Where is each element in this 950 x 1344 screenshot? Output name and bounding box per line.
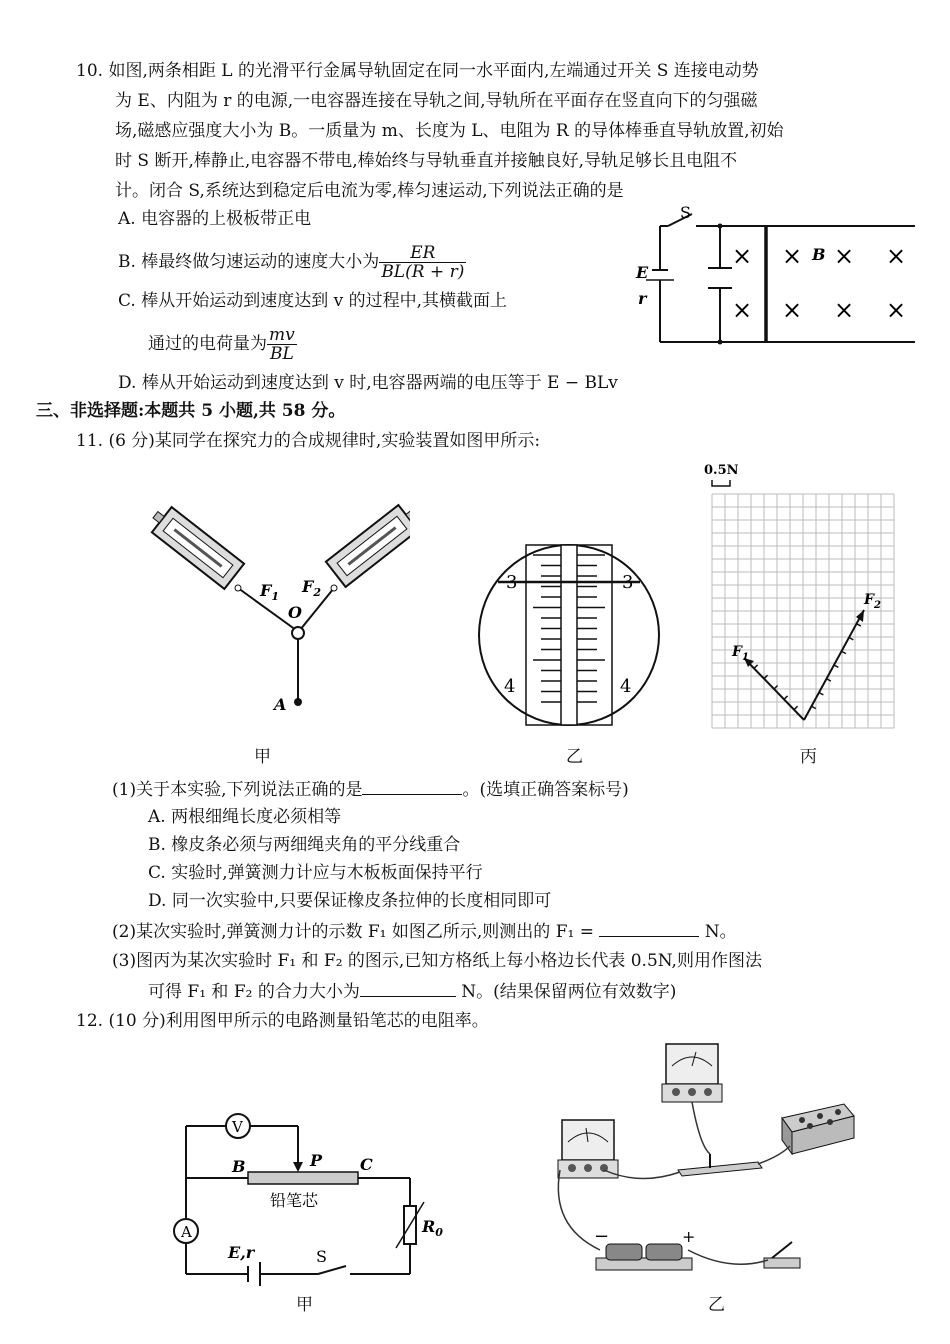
q10-option-b-fraction	[379, 244, 466, 281]
knife-switch	[764, 1242, 800, 1268]
q11-part-3-text: 可得 F₁ 和 F₂ 的合力大小为	[148, 982, 360, 1002]
q12-figure-jia-circuit	[170, 1106, 460, 1306]
q11-part-2-text: (2)某次实验时,弹簧测力计的示数 F₁ 如图乙所示,则测出的 F₁ =	[112, 922, 594, 942]
vector-tick	[794, 706, 798, 709]
voltmeter-device	[662, 1044, 722, 1102]
answer-blank-3[interactable]	[360, 978, 456, 997]
battery-minus-label: −	[594, 1226, 610, 1247]
answer-blank-1[interactable]	[362, 776, 462, 795]
battery-holder	[596, 1244, 692, 1270]
q11-option-d: D. 同一次实验中,只要保证橡皮条拉伸的长度相同即可	[148, 891, 552, 911]
q10-circuit-diagram	[630, 200, 920, 350]
q10-line-5: 计。闭合 S,系统达到稳定后电流为零,棒匀速运动,下列说法正确的是	[115, 181, 624, 201]
pencil-core-label: 铅笔芯	[270, 1191, 319, 1210]
scale-label: 0.5N	[704, 463, 739, 478]
scale-bar	[712, 480, 730, 486]
q11-figure-bing-grid	[700, 458, 910, 738]
tick-label-4-right: 4	[620, 676, 632, 697]
q11-caption-bing: 丙	[800, 747, 817, 767]
q10-line-3: 场,磁感应强度大小为 B。一质量为 m、长度为 L、电阻为 R 的导体棒垂直导轨放置,初始	[115, 121, 784, 141]
q11-part-2-tail: N。	[704, 922, 737, 942]
q10-option-c-text: 通过的电荷量为	[148, 334, 267, 354]
point-label-a: A	[274, 695, 287, 714]
vector-label-f2: $F_2$	[864, 592, 881, 611]
vector-tick	[754, 665, 758, 668]
graph-paper-grid	[712, 494, 894, 728]
fixed-point-a	[294, 698, 302, 706]
q10-option-b	[118, 244, 466, 281]
fraction-denominator: BL(R + r)	[381, 262, 465, 282]
cross-mark: ×	[782, 242, 803, 270]
cross-mark: ×	[886, 296, 907, 324]
junction-dot	[718, 340, 723, 345]
source-label-e-r: E,r	[228, 1243, 255, 1262]
cross-mark: ×	[834, 296, 855, 324]
rheostat-label: $R_0$	[422, 1217, 443, 1239]
q11-option-a: A. 两根细绳长度必须相等	[148, 807, 342, 827]
vector-tick	[784, 696, 788, 699]
field-label-b: B	[812, 245, 826, 264]
q10-line-2: 为 E、内阻为 r 的电源,一电容器连接在导轨之间,导轨所在平面存在竖直向下的匀强磁	[115, 91, 758, 111]
ammeter-device	[558, 1120, 618, 1178]
point-label-p: P	[310, 1151, 323, 1170]
q10-option-b-text: B. 棒最终做匀速运动的速度大小为	[118, 252, 380, 272]
q11-part-1	[112, 776, 629, 803]
vector-tick	[819, 693, 823, 695]
resistance-box	[782, 1104, 854, 1154]
point-label-c: C	[360, 1155, 373, 1174]
q10-option-c-fraction	[267, 326, 297, 363]
emf-label-e: E	[636, 263, 649, 282]
knot-o	[292, 627, 304, 639]
cross-mark: ×	[732, 242, 753, 270]
fraction-numerator: ER	[379, 244, 466, 263]
spring-scale-right	[326, 500, 410, 587]
force-label-f1: $F_1$	[260, 581, 280, 603]
switch-label-s: S	[680, 203, 691, 222]
voltmeter-label: V	[232, 1118, 243, 1136]
q11-stem: 11. (6 分)某同学在探究力的合成规律时,实验装置如图甲所示:	[76, 431, 541, 451]
q11-figure-jia	[150, 488, 410, 728]
q12-caption-yi: 乙	[708, 1295, 725, 1315]
q10-option-c-line1: C. 棒从开始运动到速度达到 v 的过程中,其横截面上	[118, 291, 508, 311]
battery-plus-label: +	[682, 1227, 696, 1246]
q11-part-2	[112, 918, 737, 945]
section-3-heading: 三、非选择题:本题共 5 小题,共 58 分。	[36, 401, 346, 421]
q11-caption-yi: 乙	[566, 747, 583, 767]
q10-option-a: A. 电容器的上极板带正电	[118, 209, 312, 229]
q10-option-d: D. 棒从开始运动到速度达到 v 时,电容器两端的电压等于 E − BLv	[118, 373, 618, 393]
q10-line-4: 时 S 断开,棒静止,电容器不带电,棒始终与导轨垂直并接触良好,导轨足够长且电阻不	[115, 151, 738, 171]
q11-figure-yi-scale	[476, 540, 666, 730]
q11-caption-jia: 甲	[254, 747, 271, 767]
switch-label-s: S	[316, 1247, 327, 1266]
q11-part-3-line1: (3)图丙为某次实验时 F₁ 和 F₂ 的图示,已知方格纸上每小格边长代表 0.5N,则用作图法	[112, 951, 762, 971]
resistance-label-r: r	[638, 289, 647, 308]
point-label-b: B	[232, 1157, 246, 1176]
cross-mark: ×	[886, 242, 907, 270]
q11-part-3-line2	[148, 978, 676, 1005]
q11-part-1-tail: 。(选填正确答案标号)	[462, 780, 629, 800]
force-label-f2: $F_2$	[302, 577, 322, 599]
q10-line-1: 10. 如图,两条相距 L 的光滑平行金属导轨固定在同一水平面内,左端通过开关 S 连接电动势	[76, 61, 759, 81]
q12-caption-jia: 甲	[296, 1295, 313, 1315]
cross-mark: ×	[782, 296, 803, 324]
fraction-denominator: BL	[269, 344, 294, 364]
pencil-core-board	[678, 1154, 762, 1176]
q11-part-1-text: (1)关于本实验,下列说法正确的是	[112, 780, 363, 800]
q12-stem: 12. (10 分)利用图甲所示的电路测量铅笔芯的电阻率。	[76, 1011, 489, 1031]
q11-option-b: B. 橡皮条必须与两细绳夹角的平分线重合	[148, 835, 461, 855]
tick-label-4-left: 4	[504, 676, 516, 697]
pencil-core-rod	[248, 1172, 358, 1184]
junction-dot	[718, 224, 723, 229]
cross-mark: ×	[732, 296, 753, 324]
q11-option-c: C. 实验时,弹簧测力计应与木板板面保持平行	[148, 863, 483, 883]
vector-tick	[834, 665, 838, 667]
q10-option-c-line2	[148, 326, 297, 363]
q12-figure-yi-apparatus	[540, 1036, 870, 1296]
vector-label-f1: $F_1$	[732, 644, 749, 663]
spring-scale-left	[150, 502, 244, 589]
fraction-numerator: mv	[269, 325, 295, 345]
ammeter-label: A	[181, 1223, 192, 1241]
answer-blank-2[interactable]	[599, 918, 699, 937]
vector-tick	[849, 638, 853, 640]
cross-mark: ×	[834, 242, 855, 270]
tick-label-3-left: 3	[506, 572, 518, 593]
vector-tick	[812, 706, 816, 708]
tick-label-3-right: 3	[622, 572, 634, 593]
point-label-o: O	[288, 603, 302, 622]
vector-tick	[827, 679, 831, 681]
q11-part-3-tail: N。(结果保留两位有效数字)	[461, 982, 677, 1002]
